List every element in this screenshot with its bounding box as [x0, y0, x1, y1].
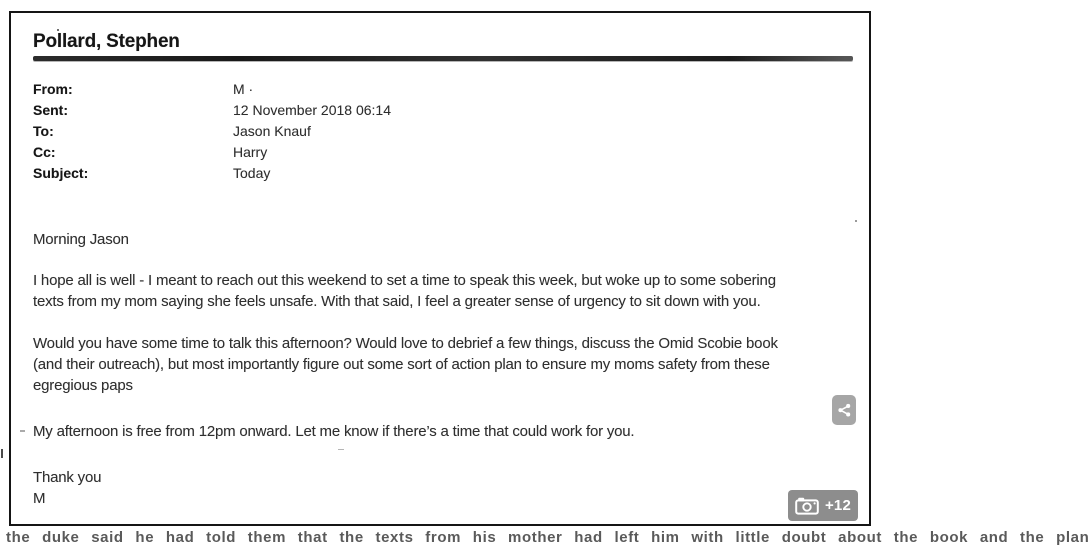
photo-count-label: +12	[824, 497, 852, 514]
cc-value: Harry	[233, 144, 268, 160]
from-label: From:	[33, 81, 73, 97]
from-value: M ·	[233, 81, 254, 97]
header-divider	[33, 56, 853, 61]
scanned-email-document	[9, 11, 871, 526]
field-row-from	[33, 79, 391, 100]
email-greeting	[33, 229, 129, 250]
paragraph-line: (and their outreach), but most importantly figure out some sort of action plan to ensure my moms safety from these	[33, 356, 770, 373]
email-recipient-header: Pollard, Stephen	[33, 31, 180, 52]
sent-label: Sent:	[33, 102, 68, 118]
share-button[interactable]	[832, 395, 856, 425]
paragraph-line: egregious paps	[33, 377, 133, 394]
email-header-fields	[33, 79, 391, 184]
scan-artifact	[1, 449, 3, 458]
cc-label: Cc:	[33, 144, 56, 160]
paragraph-line: My afternoon is free from 12pm onward. Let me know if there’s a time that could work for you.	[33, 423, 635, 440]
field-row-subject	[33, 163, 391, 184]
signoff-initial: M	[33, 490, 46, 507]
email-paragraph-2	[33, 333, 778, 396]
field-row-to	[33, 121, 391, 142]
scan-artifact	[338, 449, 344, 450]
field-row-sent	[33, 100, 391, 121]
field-row-cc	[33, 142, 391, 163]
photo-gallery-badge[interactable]	[788, 490, 858, 521]
email-paragraph-1	[33, 270, 776, 312]
email-paragraph-3	[33, 421, 634, 442]
camera-icon	[795, 497, 819, 515]
share-icon	[836, 401, 853, 419]
paragraph-line: I hope all is well - I meant to reach out this weekend to set a time to speak this week, but woke up to some sobering	[33, 272, 776, 289]
scan-artifact	[855, 220, 857, 222]
paragraph-line: texts from my mom saying she feels unsafe. With that said, I feel a greater sense of urgency to sit down with you.	[33, 293, 761, 310]
to-label: To:	[33, 123, 54, 139]
to-value: Jason Knauf	[233, 123, 311, 139]
sent-value: 12 November 2018 06:14	[233, 102, 391, 118]
scan-artifact	[20, 430, 25, 432]
greeting-line: Morning Jason	[33, 231, 129, 248]
subject-value: Today	[233, 165, 271, 181]
scan-artifact	[57, 29, 59, 31]
paragraph-line: Would you have some time to talk this afternoon? Would love to debrief a few things, discuss the Omid Scobie book	[33, 335, 778, 352]
signoff-thanks: Thank you	[33, 469, 102, 486]
cut-off-caption-line: the duke said he had told them that the texts from his mother had left him with little doubt about the book and the plan	[6, 529, 1089, 546]
email-signoff	[33, 467, 101, 509]
subject-label: Subject:	[33, 165, 89, 181]
